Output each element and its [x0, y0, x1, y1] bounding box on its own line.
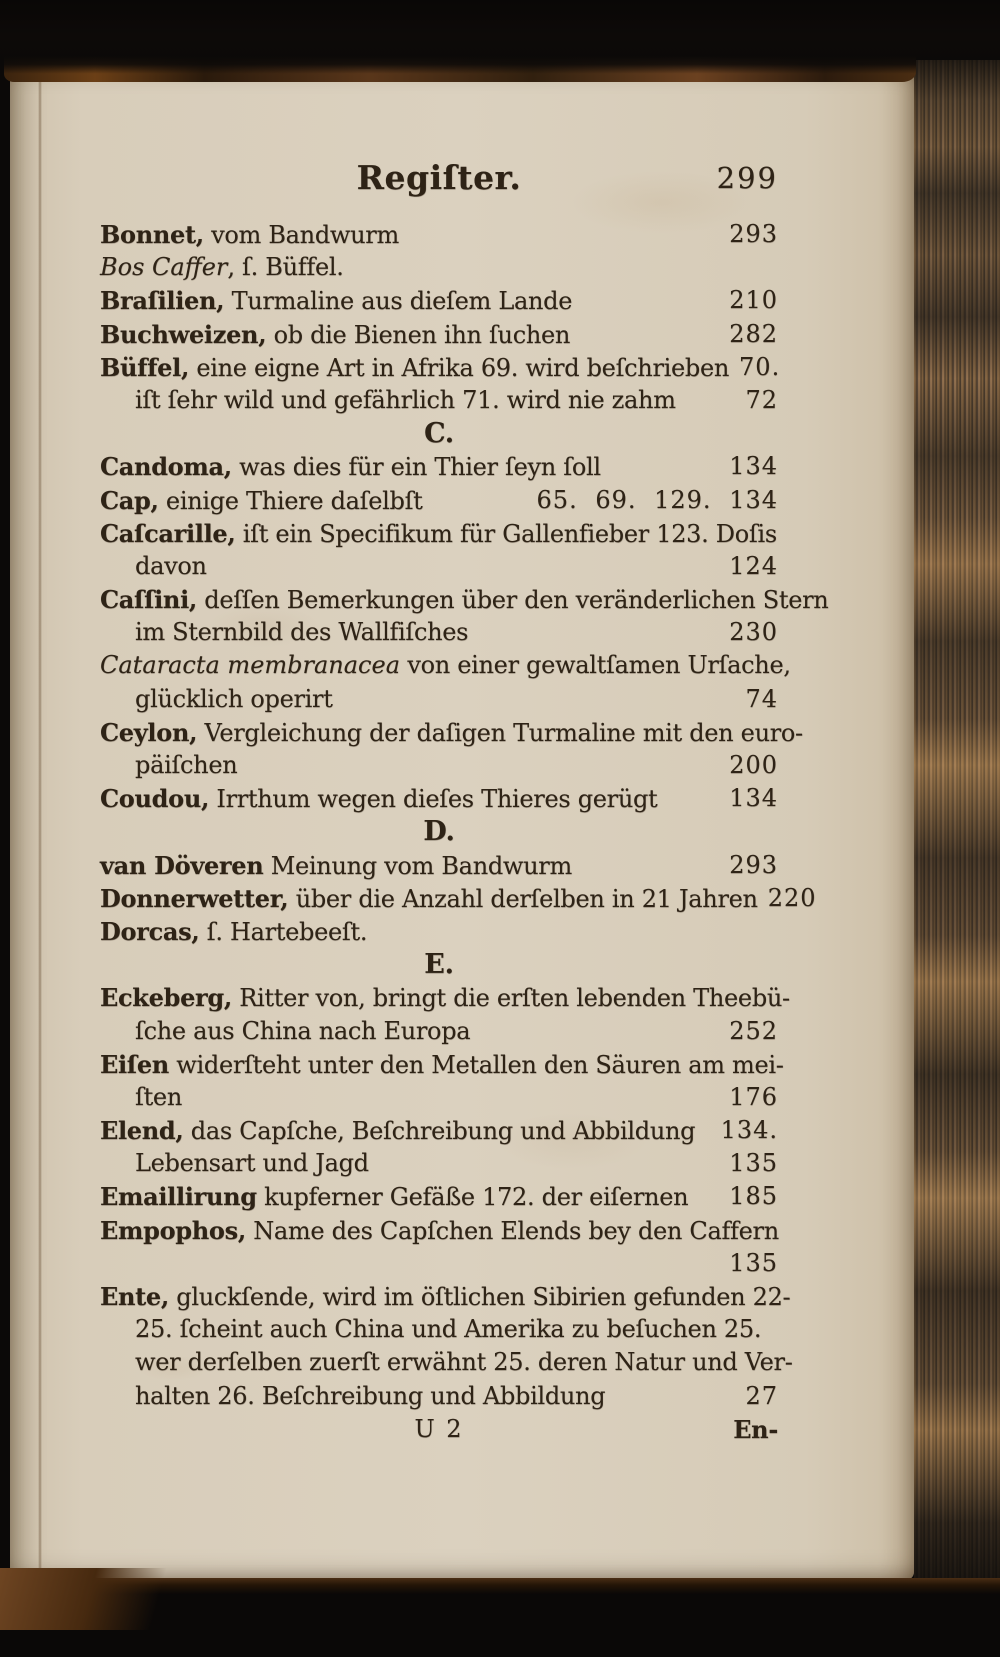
entry-page-ref: 70.	[739, 352, 781, 381]
entry-rest: halten 26. Beſchreibung und Abbildung	[135, 1381, 606, 1410]
entry-text	[100, 915, 367, 948]
index-entry-line	[100, 1380, 778, 1413]
index-entry-line	[100, 1180, 778, 1213]
entry-lead: van Döveren	[100, 850, 264, 880]
index-entry-line	[100, 284, 778, 317]
entry-rest: ſten	[135, 1082, 182, 1111]
entry-lead: Ente,	[100, 1282, 169, 1311]
entry-rest: von einer gewaltſamen Urſache,	[400, 651, 791, 680]
index-entry-line	[100, 1247, 778, 1280]
section-letter-row	[100, 815, 778, 848]
section-letter-text: D.	[423, 816, 455, 848]
entry-text	[100, 318, 570, 351]
entry-rest: Ritter von, bringt die erſten lebenden Theebü-	[231, 984, 790, 1013]
entry-lead: Ceylon,	[100, 717, 198, 747]
entry-lead: Empophos,	[100, 1215, 246, 1245]
entry-text	[135, 683, 333, 716]
index-entry-line	[100, 683, 778, 716]
entry-text	[135, 1015, 470, 1048]
index-entry-line	[100, 1147, 778, 1180]
entry-rest: einige Thiere daſelbſt	[158, 486, 423, 515]
entry-text	[100, 450, 601, 483]
entry-rest: kupferner Gefäße 172. der eiſernen	[256, 1183, 689, 1212]
entry-rest: davon	[135, 551, 207, 580]
index-entry-line	[100, 882, 817, 915]
entry-lead: Eckeberg,	[100, 983, 232, 1013]
entry-lead: Buchweizen,	[100, 319, 267, 349]
entry-text	[135, 1147, 369, 1180]
entry-rest: vom Bandwurm	[203, 221, 399, 249]
entry-page-ref: 176	[729, 1082, 778, 1111]
entry-text	[135, 749, 237, 782]
index-entry-line	[100, 450, 778, 483]
entry-text	[100, 1214, 779, 1247]
entry-rest: ſ. Hartebeeſt.	[199, 917, 368, 946]
entry-rest: Meinung vom Bandwurm	[263, 851, 572, 880]
index-entry-line	[100, 550, 778, 583]
entry-text	[100, 981, 790, 1014]
gutter-crease	[38, 66, 42, 1580]
section-letter-text: E.	[424, 949, 454, 981]
entry-lead: Donnerwetter,	[100, 883, 289, 913]
entry-rest: Irrthum wegen dieſes Thieres gerügt	[209, 785, 658, 814]
entry-lead: Braſilien,	[100, 286, 225, 316]
entry-lead: Coudou,	[100, 784, 210, 814]
entry-page-ref: 293	[729, 850, 778, 879]
entry-text	[135, 1313, 761, 1346]
entry-page-ref: 135	[729, 1248, 778, 1277]
index-entry-line	[100, 1081, 778, 1114]
entry-text	[135, 1380, 605, 1413]
entry-text	[100, 1114, 695, 1147]
entry-page-ref: 134.	[720, 1116, 778, 1145]
index-entry-line	[100, 849, 778, 882]
entry-page-ref: 252	[729, 1016, 778, 1045]
entry-lead: Büffel,	[100, 352, 190, 382]
section-letter-row	[100, 417, 778, 450]
index-entry-line	[100, 1114, 778, 1147]
entry-lead: Caſſini,	[100, 585, 197, 615]
entry-text	[135, 550, 207, 583]
entry-rest: wer derſelben zuerſt erwähnt 25. deren Natur und Ver-	[135, 1348, 793, 1377]
entry-lead: Bonnet,	[100, 220, 204, 249]
entry-page-ref: 282	[729, 319, 778, 348]
entry-text	[100, 583, 828, 616]
entry-rest: Turmaline aus dieſem Lande	[224, 287, 573, 316]
index-entry-line	[100, 583, 829, 616]
entry-page-ref: 74	[745, 684, 778, 713]
entry-text	[135, 384, 676, 417]
entry-text	[135, 1081, 182, 1114]
index-entry-line	[100, 616, 778, 649]
index-entry-line	[100, 1346, 793, 1379]
entry-text	[100, 716, 803, 749]
index-entry-line	[100, 251, 778, 284]
entry-page-ref: 200	[729, 751, 778, 779]
index-entry-line	[100, 384, 778, 417]
entry-rest: widerſteht unter den Metallen den Säuren am mei-	[168, 1050, 784, 1079]
entry-rest: , ſ. Büffel.	[227, 253, 344, 282]
index-entry-line	[100, 1048, 784, 1081]
index-entry-line	[100, 1313, 778, 1346]
entry-lead: Eiſen	[100, 1049, 169, 1079]
index-body	[100, 218, 829, 1413]
entry-rest: was dies für ein Thier ſeyn ſoll	[231, 453, 601, 482]
index-entry-line	[100, 716, 803, 749]
catchword: En-	[733, 1414, 778, 1444]
index-entry-line	[100, 981, 790, 1014]
entry-rest: iſt ſehr wild und gefährlich 71. wird nie zahm	[135, 385, 676, 414]
entry-rest: ſche aus China nach Europa	[135, 1016, 471, 1045]
entry-rest: über die Anzahl derſelben in 21 Jahren	[288, 884, 758, 913]
index-entry-line	[100, 1214, 778, 1247]
entry-lead: Cap,	[100, 485, 159, 515]
entry-text	[100, 251, 344, 284]
entry-text	[100, 649, 791, 682]
entry-text	[100, 782, 657, 815]
entry-lead: Emaillirung	[100, 1182, 257, 1212]
section-letter-row	[100, 948, 778, 981]
entry-page-ref: 27	[745, 1381, 778, 1410]
entry-rest: 25. ſcheint auch China und Amerika zu beſuchen 25.	[135, 1315, 762, 1344]
entry-page-ref: 135	[729, 1149, 778, 1178]
entry-rest: glücklich operirt	[135, 684, 333, 713]
entry-text	[100, 351, 729, 384]
entry-rest: das Capſche, Beſchreibung und Abbildung	[183, 1117, 696, 1146]
entry-text	[100, 882, 758, 915]
entry-rest: iſt ein Specifikum für Gallenfieber 123. Doſis	[235, 519, 777, 548]
index-entry-line	[100, 484, 778, 517]
index-entry-line	[100, 1280, 791, 1313]
burnt-top-edge	[4, 56, 916, 82]
entry-lead: Caſcarille,	[100, 518, 236, 548]
scanner-top-band	[0, 0, 1000, 60]
index-entry-line	[100, 749, 778, 782]
entry-rest: Name des Capſchen Elends bey den Caffern	[245, 1216, 779, 1245]
entry-page-ref: 72	[745, 385, 778, 414]
page-title: Regiſter.	[356, 158, 522, 197]
entry-page-ref: 65. 69. 129. 134	[536, 485, 778, 514]
entry-text	[100, 1048, 784, 1081]
page-text-block	[100, 156, 829, 1446]
burnt-bottom-corner	[0, 1568, 215, 1630]
entry-page-ref: 210	[729, 286, 778, 315]
page-number: 299	[716, 161, 778, 195]
entry-text	[100, 284, 572, 317]
entry-page-ref: 220	[767, 883, 817, 912]
entry-rest: ob die Bienen ihn ſuchen	[266, 320, 571, 349]
book-fore-edge	[914, 54, 1000, 1600]
entry-text	[100, 517, 777, 550]
index-entry-line	[100, 1015, 778, 1048]
entry-rest: Lebensart und Jagd	[135, 1149, 369, 1178]
index-entry-line	[100, 517, 778, 550]
entry-page-ref: 293	[729, 220, 778, 248]
entry-rest: Vergleichung der daſigen Turmaline mit den euro-	[197, 718, 803, 747]
entry-page-ref: 230	[729, 618, 778, 647]
entry-page-ref: 134	[729, 452, 778, 481]
entry-text	[135, 616, 468, 649]
book-page	[10, 66, 914, 1580]
entry-lead: Dorcas,	[100, 916, 200, 946]
index-entry-line	[100, 218, 778, 251]
index-entry-line	[100, 318, 778, 351]
entry-text	[100, 1180, 688, 1213]
entry-rest: päiſchen	[135, 751, 238, 779]
entry-text	[100, 849, 572, 882]
entry-page-ref: 134	[729, 784, 778, 813]
index-entry-line	[100, 915, 778, 948]
entry-lead: Bos Caffer	[100, 253, 228, 282]
entry-rest: gluckſende, wird im öſtlichen Sibirien gefunden 22-	[168, 1283, 791, 1311]
index-entry-line	[100, 649, 791, 682]
entry-rest: im Sternbild des Wallfiſches	[135, 618, 469, 647]
signature-mark: U 2	[414, 1414, 464, 1443]
entry-lead: Elend,	[100, 1116, 184, 1146]
entry-text	[100, 1280, 790, 1313]
entry-text	[100, 218, 399, 251]
entry-lead: Candoma,	[100, 452, 232, 482]
entry-lead: Cataracta membranacea	[100, 651, 401, 680]
page-header	[100, 156, 778, 200]
entry-rest: eine eigne Art in Afrika 69. wird beſchrieben	[189, 353, 730, 382]
entry-text	[100, 484, 423, 517]
entry-rest: deſſen Bemerkungen über den veränderlichen Stern	[196, 586, 829, 615]
index-entry-line	[100, 782, 778, 815]
entry-page-ref: 124	[729, 551, 778, 580]
entry-text	[135, 1346, 793, 1379]
section-letter-text: C.	[424, 418, 454, 450]
page-footer	[100, 1413, 778, 1446]
index-entry-line	[100, 351, 781, 384]
entry-page-ref: 185	[729, 1182, 778, 1211]
